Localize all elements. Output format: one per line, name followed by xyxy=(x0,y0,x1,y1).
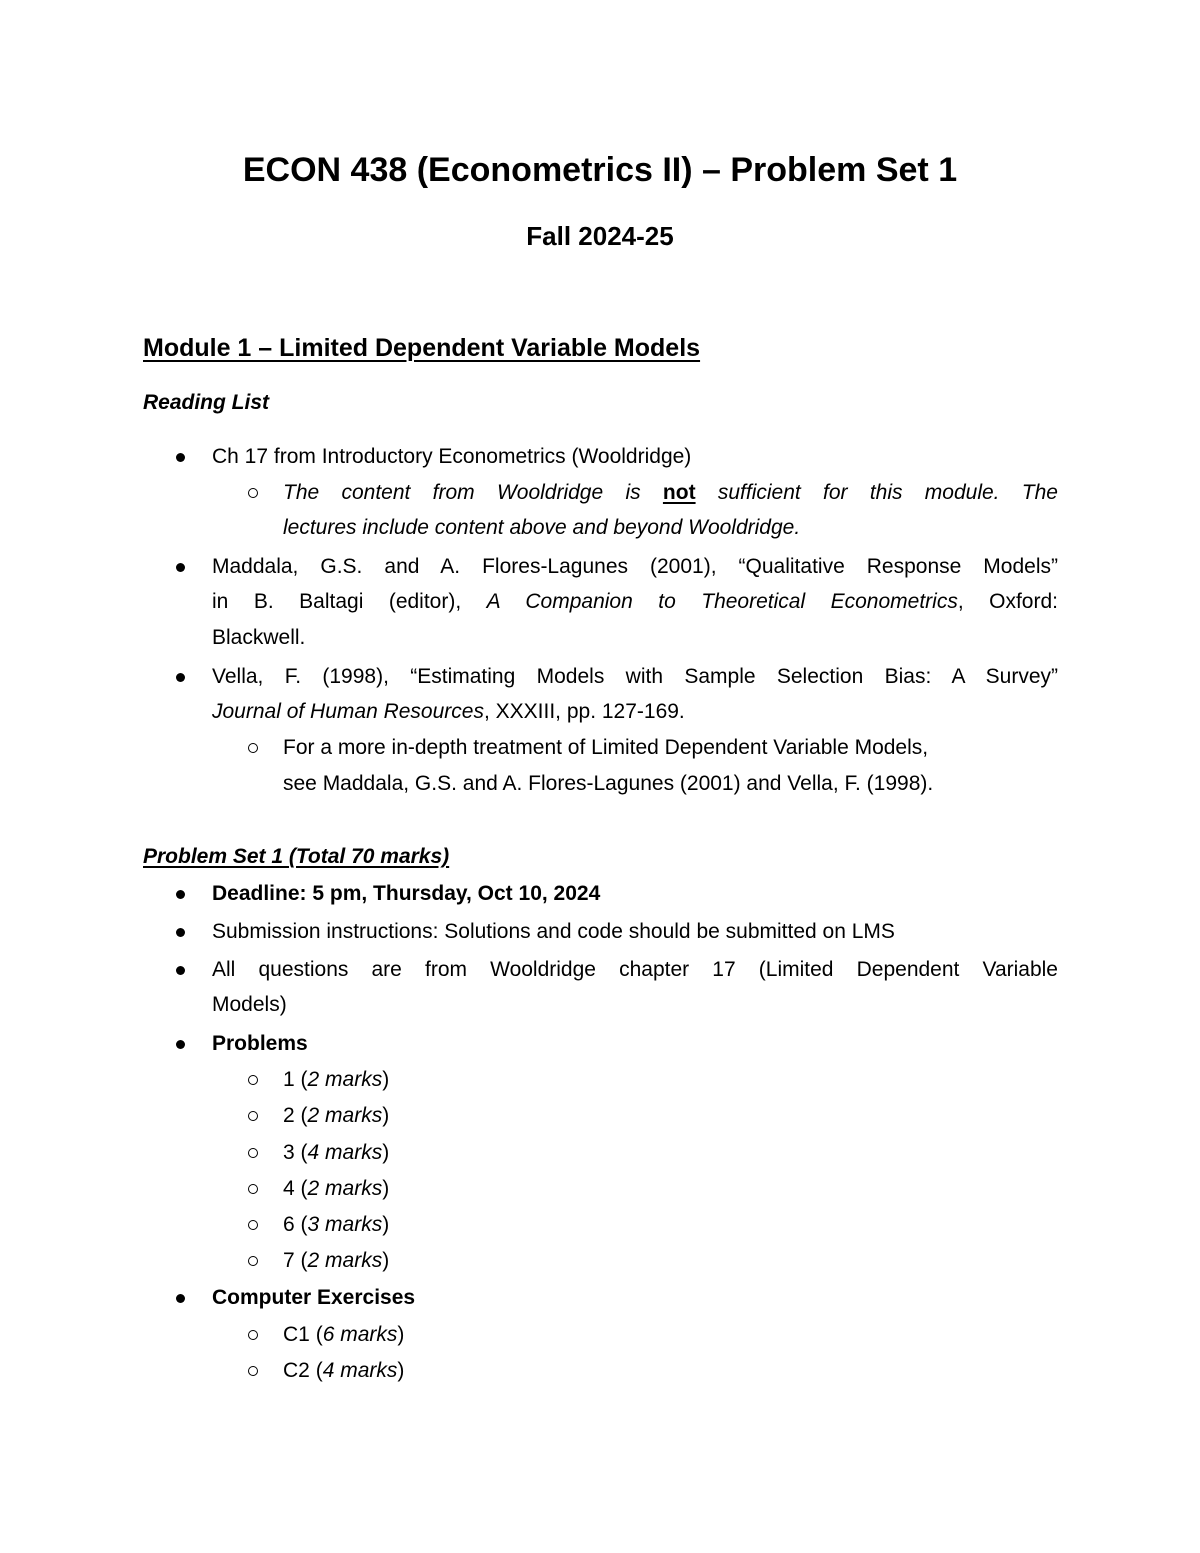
sub-bullet-icon xyxy=(247,1175,263,1203)
computer-exercise-item: C2 (4 marks) xyxy=(283,1359,405,1382)
computer-exercises-label: Computer Exercises xyxy=(212,1286,416,1309)
problem-item: 4 (2 marks) xyxy=(283,1177,390,1200)
deadline: Deadline: 5 pm, Thursday, Oct 10, 2024 xyxy=(212,882,601,905)
submission-instructions: Submission instructions: Solutions and code should be submitted on LMS xyxy=(212,920,895,943)
sub-bullet-icon xyxy=(247,734,263,762)
sub-bullet-icon xyxy=(247,1066,263,1094)
bullet-icon xyxy=(175,663,187,691)
reading-item-vella-note-line2: see Maddala, G.S. and A. Flores-Lagunes (2001) and Vella, F. (1998). xyxy=(283,772,934,795)
reading-item-wooldridge-note-line2: lectures include content above and beyond Wooldridge. xyxy=(283,516,801,539)
bullet-icon xyxy=(175,553,187,581)
sub-bullet-icon xyxy=(247,1357,263,1385)
computer-exercise-item: C1 (6 marks) xyxy=(283,1323,405,1346)
problem-item: 7 (2 marks) xyxy=(283,1249,390,1272)
problems-label: Problems xyxy=(212,1032,308,1055)
reading-item-vella: Vella, F. (1998), “Estimating Models with Sample Selection Bias: A Survey” xyxy=(212,665,1058,688)
sub-bullet-icon xyxy=(247,1211,263,1239)
bullet-icon xyxy=(175,1030,187,1058)
page-subtitle: Fall 2024-25 xyxy=(526,221,674,251)
reading-item-maddala-line3: Blackwell. xyxy=(212,626,306,649)
questions-source-line2: Models) xyxy=(212,993,287,1016)
module-heading: Module 1 – Limited Dependent Variable Models xyxy=(143,334,701,362)
problem-item: 6 (3 marks) xyxy=(283,1213,390,1236)
bullet-icon xyxy=(175,956,187,984)
reading-item-maddala: Maddala, G.S. and A. Flores-Lagunes (2001), “Qualitative Response Models” xyxy=(212,555,1058,578)
reading-item-vella-line2: Journal of Human Resources, XXXIII, pp. 127-169. xyxy=(212,700,685,723)
reading-item-maddala-line2: in B. Baltagi (editor), A Companion to Theoretical Econometrics, Oxford: xyxy=(212,590,1058,613)
problem-item: 1 (2 marks) xyxy=(283,1068,390,1091)
bullet-icon xyxy=(175,443,187,471)
reading-item-wooldridge: Ch 17 from Introductory Econometrics (Wooldridge) xyxy=(212,445,692,468)
bullet-icon xyxy=(175,918,187,946)
problem-item: 2 (2 marks) xyxy=(283,1104,390,1127)
bullet-icon xyxy=(175,880,187,908)
sub-bullet-icon xyxy=(247,1247,263,1275)
sub-bullet-icon xyxy=(247,479,263,507)
reading-item-vella-note: For a more in-depth treatment of Limited Dependent Variable Models, xyxy=(283,736,929,759)
reading-item-wooldridge-note: The content from Wooldridge is not sufficient for this module. The xyxy=(283,481,1058,504)
page-title: ECON 438 (Econometrics II) – Problem Set 1 xyxy=(242,151,958,189)
problem-set-heading: Problem Set 1 (Total 70 marks) xyxy=(143,845,450,868)
reading-list-heading: Reading List xyxy=(143,391,270,414)
problem-item: 3 (4 marks) xyxy=(283,1141,390,1164)
sub-bullet-icon xyxy=(247,1139,263,1167)
sub-bullet-icon xyxy=(247,1321,263,1349)
sub-bullet-icon xyxy=(247,1102,263,1130)
questions-source: All questions are from Wooldridge chapter 17 (Limited Dependent Variable xyxy=(212,958,1058,981)
bullet-icon xyxy=(175,1284,187,1312)
